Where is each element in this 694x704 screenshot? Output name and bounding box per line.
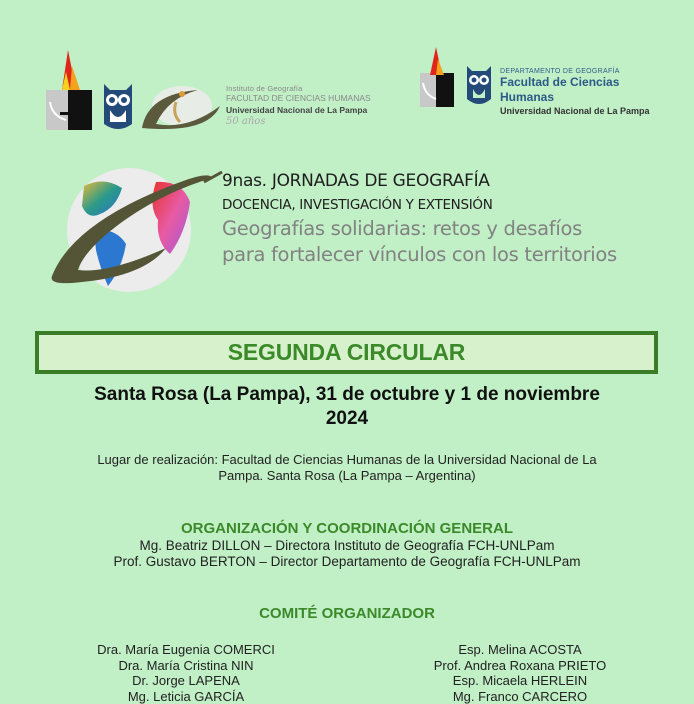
department-name: DEPARTAMENTO DE GEOGRAFÍA — [500, 68, 676, 75]
event-date-line-1: Santa Rosa (La Pampa), 31 de octubre y 1 de noviembre — [0, 383, 694, 407]
organization-heading: ORGANIZACIÓN Y COORDINACIÓN GENERAL — [0, 520, 694, 537]
circular-title-box — [35, 331, 658, 374]
committee-member: Dra. María Eugenia COMERCI — [36, 642, 336, 658]
event-venue-line-1: Lugar de realización: Facultad de Ciencias Humanas de la Universidad Nacional de La — [0, 452, 694, 468]
university-name: Universidad Nacional de La Pampa — [500, 105, 676, 117]
event-date — [0, 383, 694, 431]
organization-member: Mg. Beatriz DILLON – Directora Instituto de Geografía FCH-UNLPam — [0, 538, 694, 554]
event-banner — [222, 168, 687, 268]
event-theme-line-1: Geografías solidarias: retos y desafíos — [222, 216, 687, 242]
committee-left-column — [36, 642, 336, 704]
event-date-line-2: 2024 — [0, 407, 694, 431]
committee-member: Mg. Franco CARCERO — [370, 689, 670, 704]
institute-swoosh-icon — [138, 84, 222, 134]
committee-heading: COMITÉ ORGANIZADOR — [0, 605, 694, 622]
owl-icon — [100, 80, 136, 132]
event-subtitle: DOCENCIA, INVESTIGACIÓN Y EXTENSIÓN — [222, 194, 687, 216]
department-logo — [416, 45, 676, 115]
anniversary-label: 50 años — [226, 116, 371, 127]
committee-member: Prof. Andrea Roxana PRIETO — [370, 658, 670, 674]
university-name: Universidad Nacional de La Pampa — [226, 104, 371, 116]
organization-member: Prof. Gustavo BERTON – Director Departamento de Geografía FCH-UNLPam — [0, 554, 694, 570]
flame-emblem-icon — [418, 45, 456, 109]
institute-logo-text — [226, 84, 371, 127]
flame-emblem-icon — [44, 48, 100, 132]
committee-member: Esp. Micaela HERLEIN — [370, 673, 670, 689]
faculty-name: FACULTAD DE CIENCIAS HUMANAS — [226, 93, 371, 104]
institute-name: Instituto de Geografía — [226, 84, 371, 93]
committee-member: Dra. María Cristina NIN — [36, 658, 336, 674]
committee-member: Dr. Jorge LAPENA — [36, 673, 336, 689]
owl-icon — [464, 63, 494, 107]
event-venue-line-2: Pampa. Santa Rosa (La Pampa – Argentina) — [0, 468, 694, 484]
event-venue — [0, 452, 694, 484]
committee-member: Esp. Melina ACOSTA — [370, 642, 670, 658]
faculty-name: Facultad de Ciencias Humanas — [500, 75, 676, 105]
circular-title: SEGUNDA CIRCULAR — [228, 339, 465, 366]
committee-member: Mg. Leticia GARCÍA — [36, 689, 336, 704]
organization-members — [0, 538, 694, 570]
committee-right-column — [370, 642, 670, 704]
globe-orbit-icon — [44, 158, 224, 293]
institute-logo — [44, 48, 374, 138]
event-title: 9nas. JORNADAS DE GEOGRAFÍA — [222, 168, 687, 194]
department-logo-text — [500, 68, 676, 117]
event-theme-line-2: para fortalecer vínculos con los territorios — [222, 242, 687, 268]
